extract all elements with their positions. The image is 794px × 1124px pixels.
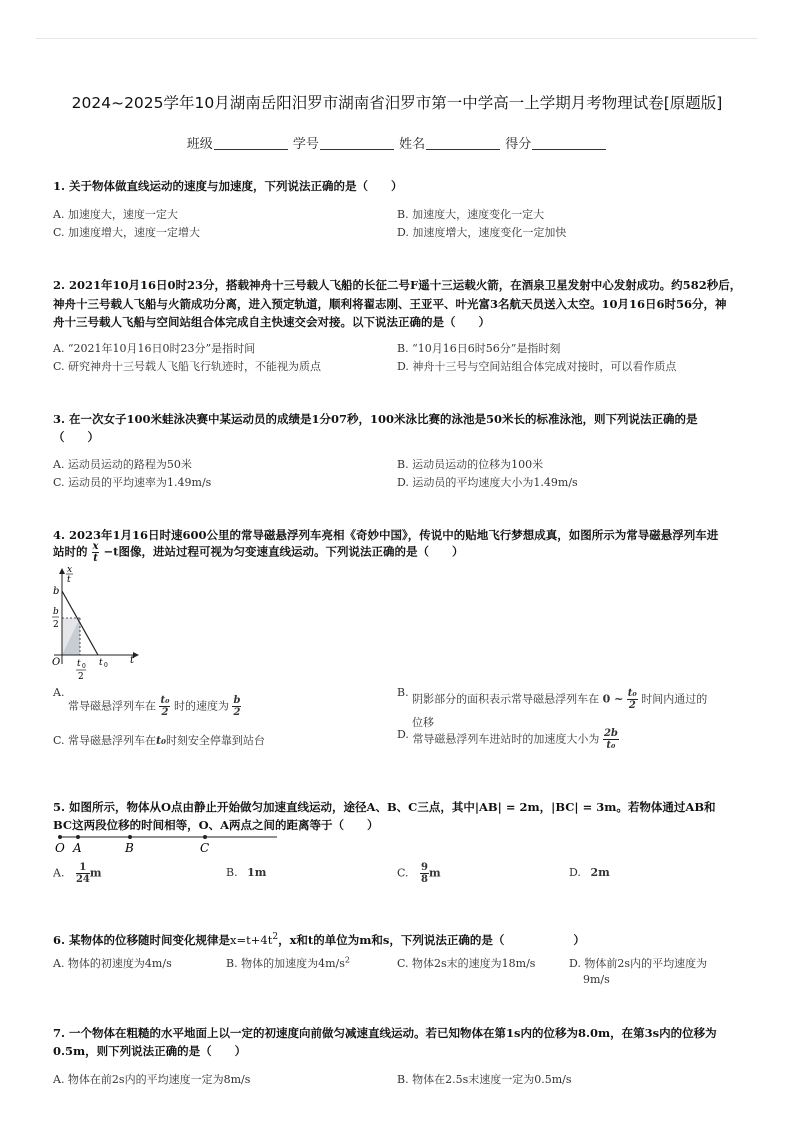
q4-option-d[interactable] (397, 728, 619, 751)
q2-option-c[interactable]: C. 研究神舟十三号载人飞船飞行轨迹时，不能视为质点 (53, 360, 322, 373)
label-b-half-num: b (53, 607, 59, 617)
q6-option-d-line2: 9m/s (583, 973, 610, 986)
id-label: 学号 (292, 137, 319, 152)
q2-stem-line3: 舟十三号载人飞船与空间站组合体完成自主快速交会对接。以下说法正确的是（ ） (53, 315, 490, 329)
label-c: C (200, 841, 210, 855)
t0-over-2-fraction: $\frac{\text{t₀}}{2}$ (160, 695, 170, 718)
q3-option-c[interactable]: C. 运动员的平均速率为1.49m/s (53, 476, 212, 489)
q4-d-text1: 常导磁悬浮列车进站时的加速度大小为 (412, 732, 600, 746)
q7-stem-line2: 0.5m，则下列说法正确的是（ ） (53, 1044, 247, 1058)
q2-option-b[interactable]: B. “10月16日6时56分”是指时刻 (397, 342, 561, 355)
q6-option-b[interactable] (226, 955, 350, 971)
one-over-24-fraction: $\frac{1}{24}$ (75, 862, 90, 885)
t0-sub: 0 (104, 662, 108, 669)
t0-half-den: 2 (78, 672, 84, 680)
label-b: B (125, 841, 134, 855)
q3-option-a[interactable]: A. 运动员运动的路程为50米 (53, 458, 192, 471)
q7-option-a[interactable]: A. 物体在前2s内的平均速度一定为8m/s (53, 1073, 251, 1086)
label-b: b (53, 586, 60, 597)
q4-stem-suffix: −t图像，进站过程可视为匀变速直线运动。下列说法正确的是（ ） (103, 544, 464, 559)
q1-option-d[interactable]: D. 加速度增大，速度变化一定加快 (397, 226, 567, 239)
q4-a-letter: A. (53, 686, 65, 699)
2b-over-t0-fraction: $\frac{2b}{\text{t₀}}$ (603, 728, 618, 751)
q4-c-letter: C. (53, 734, 65, 747)
q6-option-d[interactable]: D. 物体前2s内的平均速度为 (569, 957, 708, 970)
q5-a-letter: A. (53, 866, 65, 880)
t0-over-2-fraction-b: $\frac{\text{t₀}}{2}$ (627, 688, 637, 711)
class-blank[interactable] (214, 149, 288, 150)
q4-c-text2: 时刻安全停靠到站台 (165, 734, 265, 747)
q4-b-text3: 位移 (412, 716, 434, 729)
q6-stem-text1: 6. 某物体的位移随时间变化规律是 (53, 932, 231, 947)
q3-option-d[interactable]: D. 运动员的平均速度大小为1.49m/s (397, 476, 578, 489)
t-axis-label: t (130, 655, 135, 666)
page-title: 2024~2025学年10月湖南岳阳汨罗市湖南省汨罗市第一中学高一上学期月考物理试卷[原题版] (71, 94, 723, 112)
q4-b-letter: B. (397, 686, 409, 699)
q5-option-a[interactable] (53, 862, 102, 885)
q5-a-unit: m (89, 866, 102, 880)
name-blank[interactable] (426, 149, 500, 150)
origin-label: O (52, 657, 61, 668)
q4-stem-line1: 4. 2023年1月16日时速600公里的常导磁悬浮列车亮相《奇妙中国》，传说中的贴地飞行梦想成真，如图所示为常导磁悬浮列车进 (53, 528, 719, 542)
q4-b-zero: 0 ~ (602, 692, 624, 706)
q4-c-text1: 常导磁悬浮列车在 (68, 734, 157, 747)
b-over-2-fraction: $\frac{b}{2}$ (233, 695, 241, 718)
class-label: 班级 (186, 137, 213, 152)
x-over-t-fraction: $\frac{x}{t}$ (92, 541, 99, 564)
q3-stem-line1: 3. 在一次女子100米蛙泳决赛中某运动员的成绩是1分07秒，100米泳比赛的泳池是50米长的标准泳池，则下列说法正确的是 (53, 412, 698, 426)
q5-d-letter: D. (569, 866, 581, 879)
score-blank[interactable] (532, 149, 606, 150)
q1-stem: 1. 关于物体做直线运动的速度与加速度，下列说法正确的是（ ） (53, 179, 403, 193)
q1-option-c[interactable]: C. 加速度增大，速度一定增大 (53, 226, 201, 239)
q4-b-text2: 时间内通过的 (641, 692, 708, 706)
label-o: O (55, 841, 65, 855)
q6-b-text: B. 物体的加速度为4m/s (226, 957, 345, 970)
q5-stem-line1: 5. 如图所示，物体从O点由静止开始做匀加速直线运动，途径A、B、C三点，其中|AB| = 2m，|BC| = 3m。若物体通过AB和 (53, 800, 716, 814)
q7-option-b[interactable]: B. 物体在2.5s末速度一定为0.5m/s (397, 1073, 572, 1086)
q4-option-b[interactable] (397, 686, 707, 711)
x-over-t-graph (48, 564, 143, 680)
q2-stem-line2: 神舟十三号载人飞船与火箭成功分离，进入预定轨道，顺利将翟志刚、王亚平、叶光富3名航天员送入太空。10月16日6时56分，神 (53, 297, 727, 311)
top-rule (36, 38, 758, 39)
t0-label: t (99, 658, 103, 668)
q4-stem-line2 (53, 541, 463, 564)
point-a (76, 835, 80, 839)
point-b (128, 835, 132, 839)
q4-a-text2: 时的速度为 (173, 699, 229, 713)
point-c (203, 835, 207, 839)
q5-option-c[interactable] (397, 862, 441, 885)
q5-b-value: 1m (247, 866, 267, 879)
nine-over-8-fraction: $\frac{9}{8}$ (421, 862, 428, 885)
q5-c-unit: m (429, 866, 441, 880)
q5-c-letter: C. (397, 866, 409, 880)
q6-stem (53, 928, 585, 949)
q3-option-b[interactable]: B. 运动员运动的位移为100米 (397, 458, 544, 471)
q4-option-c[interactable] (53, 732, 265, 748)
q5-option-b[interactable] (226, 866, 266, 879)
label-b-half-den: 2 (53, 620, 59, 630)
t0-half-num: t (77, 659, 81, 669)
q1-option-a[interactable]: A. 加速度大，速度一定大 (53, 208, 178, 221)
q6-option-a[interactable]: A. 物体的初速度为4m/s (53, 957, 172, 970)
q1-option-b[interactable]: B. 加速度大，速度变化一定大 (397, 208, 545, 221)
q4-d-letter: D. (397, 728, 409, 741)
q6-option-c[interactable]: C. 物体2s末的速度为18m/s (397, 957, 536, 970)
q5-b-letter: B. (226, 866, 238, 879)
t0-half-sub: 0 (82, 663, 86, 670)
q5-option-d[interactable] (569, 866, 610, 879)
q3-stem-line2: （ ） (53, 430, 99, 444)
q6-stem-text2: ，x和t的单位为m和s，下列说法正确的是（ ） (278, 932, 585, 947)
q5-stem-line2: BC这两段位移的时间相等，O、A两点之间的距离等于（ ） (53, 818, 379, 832)
q2-option-a[interactable]: A. “2021年10月16日0时23分”是指时间 (53, 342, 256, 355)
y-label-num: x (67, 565, 73, 575)
q5-d-value: 2m (590, 866, 610, 879)
q2-stem-line1: 2. 2021年10月16日0时23分，搭载神舟十三号载人飞船的长征二号F遥十三运载火箭，在酒泉卫星发射中心发射成功。约582秒后， (53, 278, 742, 292)
q7-stem-line1: 7. 一个物体在粗糙的水平地面上以一定的初速度向前做匀减速直线运动。若已知物体在第1s内的位移为8.0m，在第3s内的位移为 (53, 1026, 717, 1040)
point-o (58, 835, 62, 839)
q4-a-text1: 常导磁悬浮列车在 (67, 699, 156, 713)
name-label: 姓名 (399, 137, 426, 152)
student-info-line (0, 133, 794, 152)
q4-stem-prefix: 站时的 (53, 544, 88, 559)
q6-equation-sup: 2 (272, 932, 279, 942)
q6-b-sup: 2 (344, 955, 350, 965)
y-label-den: t (67, 575, 71, 585)
q6-equation: x=t+4t (230, 932, 273, 947)
q2-option-d[interactable]: D. 神舟十三号与空间站组合体完成对接时，可以看作质点 (397, 360, 677, 373)
number-line-figure (52, 833, 282, 857)
q4-c-t0: t₀ (156, 734, 166, 747)
label-a: A (73, 841, 82, 855)
q4-option-a[interactable] (53, 686, 241, 718)
score-label: 得分 (505, 137, 532, 152)
q4-b-text1: 阴影部分的面积表示常导磁悬浮列车在 (412, 692, 600, 706)
id-blank[interactable] (320, 149, 394, 150)
